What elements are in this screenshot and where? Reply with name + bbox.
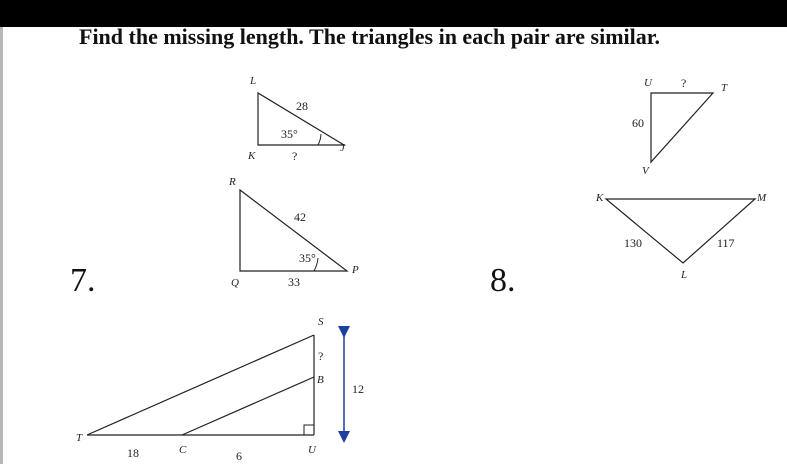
- seg-6-label: 6: [236, 449, 242, 463]
- unknown-side-ut: ?: [681, 76, 687, 90]
- vertex-p: P: [352, 264, 359, 276]
- vertex-r: R: [229, 176, 236, 188]
- vertex-q: Q: [231, 277, 239, 289]
- seg-18-label: 18: [127, 446, 139, 460]
- side-130-label: 130: [624, 236, 642, 250]
- side-60-label: 60: [632, 116, 644, 130]
- angle-35-large: 35°: [299, 251, 316, 265]
- angle-35-small: 35°: [281, 127, 298, 141]
- triangle-rqp: [228, 176, 359, 289]
- height-12-label: 12: [352, 382, 364, 396]
- vertex-t2: T: [76, 432, 83, 444]
- vertex-s: S: [318, 316, 324, 328]
- unknown-side-kj: ?: [292, 149, 298, 163]
- problem-number-7: 7.: [70, 262, 96, 299]
- vertex-m: M: [757, 192, 767, 204]
- vertex-k: K: [248, 150, 256, 162]
- side-117-label: 117: [717, 236, 735, 250]
- base-33-label: 33: [288, 275, 300, 289]
- vertex-v: V: [642, 165, 649, 177]
- vertex-k2: K: [596, 192, 604, 204]
- vertex-l2: L: [681, 269, 688, 281]
- vertex-u: U: [644, 77, 652, 89]
- vertex-j: J: [340, 142, 345, 154]
- vertex-b: B: [317, 374, 324, 386]
- vertex-t: T: [721, 82, 728, 94]
- triangle-kml: [595, 192, 767, 281]
- figure-overlapping-triangles: [76, 316, 364, 463]
- problem-number-8: 8.: [490, 262, 516, 299]
- side-42-label: 42: [294, 210, 306, 224]
- triangle-lkj: [247, 75, 346, 163]
- unknown-sb: ?: [318, 349, 324, 363]
- vertex-u2: U: [308, 444, 316, 456]
- vertex-l: L: [250, 75, 257, 87]
- vertex-c: C: [179, 444, 187, 456]
- side-28-label: 28: [296, 99, 308, 113]
- worksheet-title: Find the missing length. The triangles in each pair are similar.: [79, 24, 661, 49]
- triangle-utv: [632, 76, 728, 177]
